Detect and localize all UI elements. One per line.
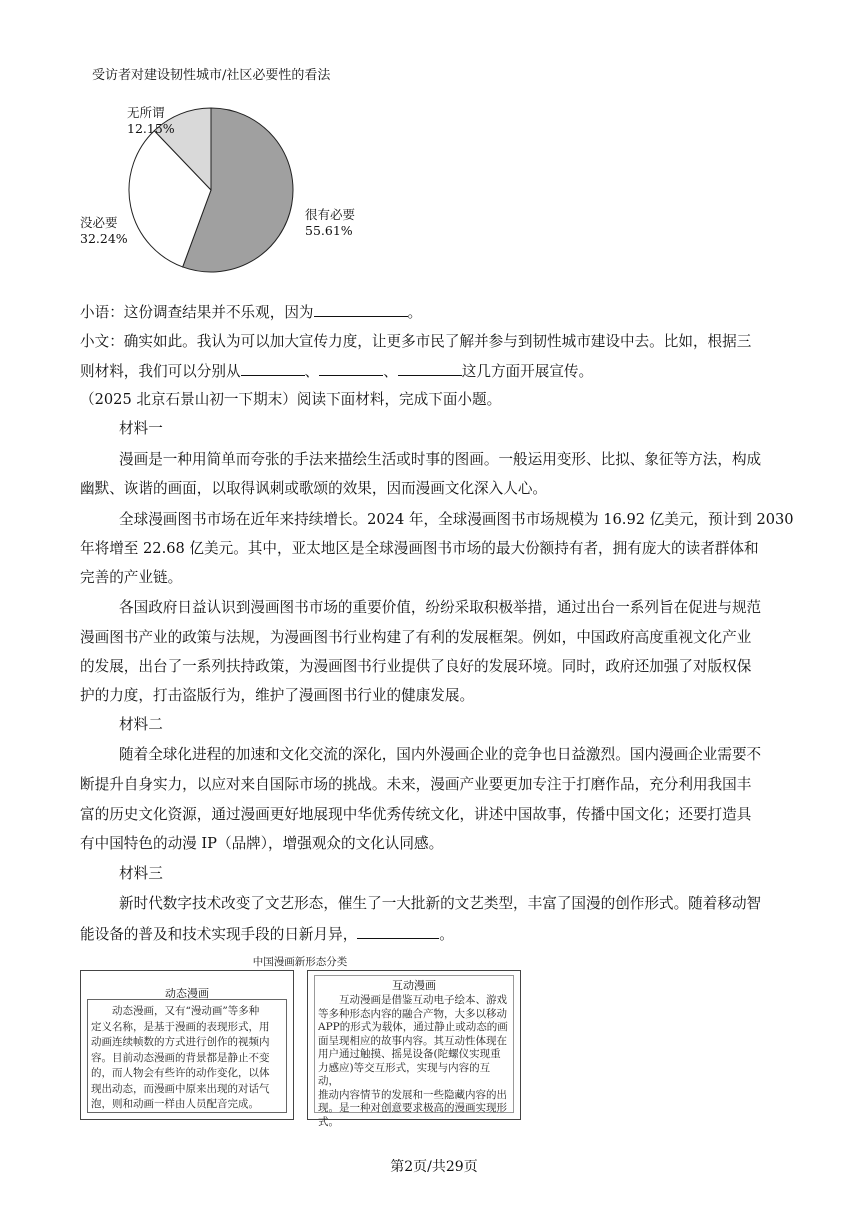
pie-label-value: 55.61% xyxy=(305,223,353,238)
left-line: 的，而人物会有些许的动作变化，以体 xyxy=(91,1067,270,1079)
right-line: 互动漫画是借鉴互动电子绘本、游戏 xyxy=(339,994,507,1006)
m1-p2-l3: 完善的产业链。 xyxy=(80,569,183,586)
pie-label-henyoubiyao xyxy=(305,207,355,239)
material-1-label: 材料一 xyxy=(119,420,163,437)
left-line: 定义名称，是基于漫画的表现形式，用 xyxy=(91,1020,270,1033)
left-box-inner xyxy=(87,999,287,1113)
dialogue-xiaowen-l1: 小文：确实如此。我认为可以加大宣传力度，让更多市民了解并参与到韧性城市建设中去。比如，根据三 xyxy=(80,333,752,350)
m1-p3-l3: 的发展，出台了一系列扶持政策，为漫画图书行业提供了良好的发展环境。同时，政府还加强了对版权保 xyxy=(80,658,752,675)
left-box-body xyxy=(91,1004,283,1113)
left-line: 容。目前动态漫画的背景都是静止不变 xyxy=(91,1051,270,1064)
material-3-label: 材料三 xyxy=(119,865,163,882)
answer-blank xyxy=(319,361,383,376)
page-number: 第2页/共29页 xyxy=(390,1159,478,1175)
m2-l3: 富的历史文化资源，通过漫画更好地展现中华优秀传统文化，讲述中国故事，传播中国文化；还要打造具 xyxy=(80,806,752,823)
answer-blank xyxy=(241,361,305,376)
m1-p1-l2: 幽默、诙谐的画面，以取得讽刺或歌颂的效果，因而漫画文化深入人心。 xyxy=(80,480,548,497)
right-box xyxy=(307,970,521,1128)
right-box-body xyxy=(318,994,510,1129)
dialogue-xiaowen-l2 xyxy=(80,361,593,382)
question-source: （2025 北京石景山初一下期末）阅读下面材料，完成下面小题。 xyxy=(80,391,502,408)
pie-chart xyxy=(60,90,380,300)
m1-p2-l1: 全球漫画图书市场在近年来持续增长。2024 年，全球漫画图书市场规模为 16.92 亿美元，预计到 2030 xyxy=(119,511,794,528)
right-line: 式。 xyxy=(318,1115,339,1128)
pie-label-name: 很有必要 xyxy=(305,207,356,222)
m1-p1-l1: 漫画是一种用简单而夸张的手法来描绘生活或时事的图画。一般运用变形、比拟、象征等方法，构成 xyxy=(119,451,762,468)
left-box xyxy=(80,970,294,1120)
pie-label-value: 32.24% xyxy=(80,231,128,246)
m2-l2: 断提升自身实力，以应对来自国际市场的挑战。未来，漫画产业要更加专注于打磨作品，充分利用我国丰 xyxy=(80,776,752,793)
pie-label-meibiyao xyxy=(80,215,128,247)
dialogue-xiaoyu xyxy=(80,302,422,323)
m1-p2-l2: 年将增至 22.68 亿美元。其中，亚太地区是全球漫画图书市场的最大份额持有者，拥有庞大的读者群体和 xyxy=(80,540,759,557)
right-line: APP的形式为载体，通过静止或动态的画 xyxy=(318,1021,508,1033)
chart-title: 受访者对建设韧性城市/社区必要性的看法 xyxy=(92,68,331,83)
m1-p3-l4: 护的力度，打击盗版行为，维护了漫画图书行业的健康发展。 xyxy=(80,687,475,704)
m1-p3-l1: 各国政府日益认识到漫画图书市场的重要价值，纷纷采取积极举措，通过出台一系列旨在促进与规范 xyxy=(119,599,762,616)
punct: 。 xyxy=(439,926,454,943)
left-line: 动态漫画，又有“漫动画”等多种 xyxy=(112,1005,260,1017)
m2-l4: 有中国特色的动漫 IP（品牌），增强观众的文化认同感。 xyxy=(80,835,444,852)
xiaowen-text: 这几方面开展宣传。 xyxy=(461,363,594,380)
xiaowen-text: 则材料，我们可以分别从 xyxy=(80,363,241,380)
right-box-title: 互动漫画 xyxy=(392,979,436,992)
m1-p3-l2: 漫画图书产业的政策与法规，为漫画图书行业构建了有利的发展框架。例如，中国政府高度重视文化产业 xyxy=(80,629,752,646)
punct: 、 xyxy=(304,363,320,380)
punct: 。 xyxy=(407,304,423,321)
left-box-title: 动态漫画 xyxy=(165,987,209,1000)
pie-label-name: 没必要 xyxy=(80,215,118,230)
right-line: 等多种形态内容的融合产物，大多以移动 xyxy=(318,1007,507,1020)
right-box-inner xyxy=(314,975,514,1128)
right-line: 面呈现相应的故事内容。其互动性体现在 xyxy=(318,1034,507,1047)
pie-label-name: 无所谓 xyxy=(127,105,165,120)
right-line: 用户通过触摸、摇晃设备(陀螺仪实现重 xyxy=(318,1048,501,1060)
left-line: 动画连续帧数的方式进行创作的视频内 xyxy=(91,1036,270,1048)
left-line: 泡，则和动画一样由人员配音完成。 xyxy=(91,1098,259,1110)
m3-l2 xyxy=(80,924,454,945)
m2-l1: 随着全球化进程的加速和文化交流的深化，国内外漫画企业的竞争也日益激烈。国内漫画企业需要不 xyxy=(119,746,762,763)
m3-l1: 新时代数字技术改变了文艺形态，催生了一大批新的文艺类型，丰富了国漫的创作形式。随着移动智 xyxy=(119,895,762,912)
answer-blank xyxy=(357,924,439,939)
xiaoyu-text: 小语：这份调查结果并不乐观，因为 xyxy=(80,304,314,321)
pie-label-value: 12.15% xyxy=(127,121,175,136)
right-line: 现。是一种对创意要求极高的漫画实现形 xyxy=(318,1102,507,1114)
punct: 、 xyxy=(383,363,398,380)
m3-text: 能设备的普及和技术实现手段的日新月异， xyxy=(80,926,358,943)
answer-blank xyxy=(314,302,408,317)
material-2-label: 材料二 xyxy=(119,716,163,733)
right-line: 力感应)等交互形式，实现与内容的互动， xyxy=(318,1061,491,1087)
classification-title: 中国漫画新形态分类 xyxy=(252,956,348,968)
left-line: 现出动态，而漫画中原来出现的对话气 xyxy=(91,1082,270,1095)
pie-label-wusuowei xyxy=(127,105,175,137)
answer-blank xyxy=(398,361,462,376)
right-line: 推动内容情节的发展和一些隐藏内容的出 xyxy=(318,1088,507,1101)
